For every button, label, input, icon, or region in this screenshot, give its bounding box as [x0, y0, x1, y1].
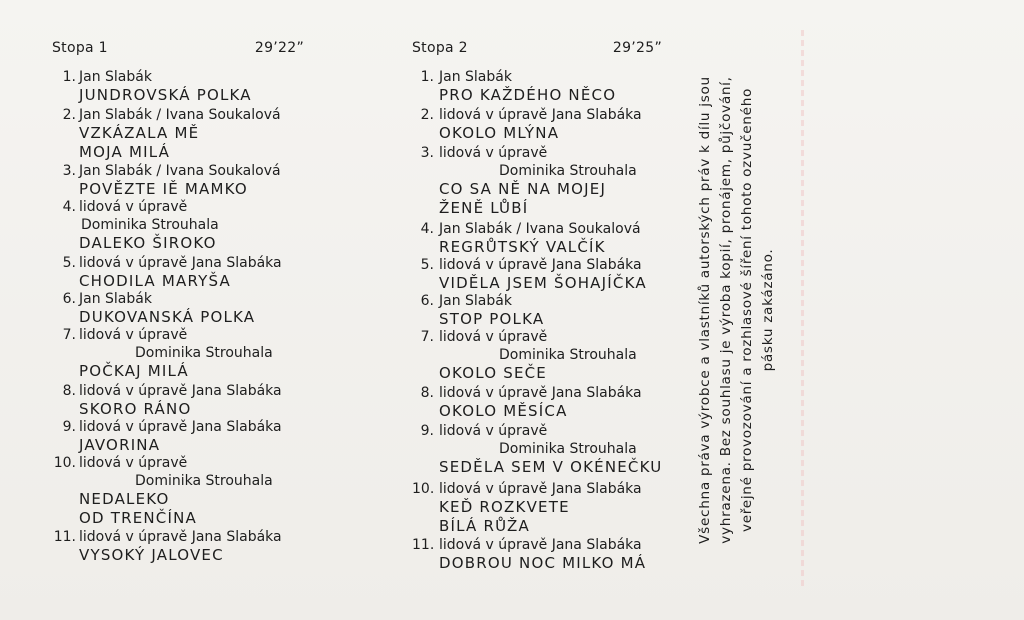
track-number: 5. [62, 255, 76, 271]
track-title: VYSOKÝ JALOVEC [79, 546, 224, 564]
track-credit: lidová v úpravě [79, 199, 188, 215]
track-credit: lidová v úpravě [79, 327, 188, 343]
track-title: SKORO RÁNO [79, 400, 192, 418]
track-credit: lidová v úpravě [439, 423, 548, 439]
track-number: 5. [420, 257, 434, 273]
track-title: JUNDROVSKÁ POLKA [79, 86, 252, 104]
track-title: REGRŮTSKÝ VALČÍK [439, 238, 606, 256]
track-credit: lidová v úpravě Jana Slabáka [79, 529, 282, 545]
track-credit: lidová v úpravě Jana Slabáka [439, 481, 642, 497]
copyright-notice [695, 50, 785, 570]
track-title: VIDĚLA JSEM ŠOHAJÍČKA [439, 274, 647, 292]
track-number: 2. [420, 107, 434, 123]
track-title: POVĚZTE IĚ MAMKO [79, 180, 248, 198]
track-credit: lidová v úpravě Jana Slabáka [439, 385, 642, 401]
track-title-cont: MOJA MILÁ [79, 143, 171, 161]
side-a-header [52, 36, 304, 60]
track-number: 9. [420, 423, 434, 439]
track-credit: Jan Slabák [439, 293, 512, 309]
track-title: DALEKO ŠIROKO [79, 234, 217, 252]
track-credit: lidová v úpravě Jana Slabáka [79, 419, 282, 435]
notice-line: vyhrazena. Bez souhlasu je výroba kopií, pronájem, půjčování, [718, 76, 734, 544]
track-number: 4. [62, 199, 76, 215]
track-credit: lidová v úpravě [439, 145, 548, 161]
track-title: OKOLO MLÝNA [439, 124, 560, 142]
track-title: VZKÁZALA MĚ [79, 124, 200, 142]
track-number: 4. [420, 221, 434, 237]
track-number: 8. [62, 383, 76, 399]
side-a-duration: 29’22” [254, 40, 304, 56]
track-title: STOP POLKA [439, 310, 545, 328]
track-credit: Jan Slabák [79, 69, 152, 85]
track-title: DOBROU NOC MILKO MÁ [439, 554, 647, 572]
track-number: 1. [420, 69, 434, 85]
fold-line [801, 30, 804, 590]
track-title: CO SA NĚ NA MOJEJ [439, 180, 607, 198]
track-credit: lidová v úpravě Jana Slabáka [439, 537, 642, 553]
track-title: CHODILA MARYŠA [79, 272, 231, 290]
track-credit-cont: Dominika Strouhala [135, 473, 273, 489]
track-number: 3. [420, 145, 434, 161]
track-number: 1. [62, 69, 76, 85]
side-b-label: Stopa 2 [412, 40, 468, 56]
track-title: NEDALEKO [79, 490, 170, 508]
notice-line: pásku zakázáno. [760, 248, 776, 372]
track-title-cont: OD TRENČÍNA [79, 509, 197, 527]
track-title-cont: BÍLÁ RŮŽA [439, 517, 530, 535]
track-title-cont: ŽENĚ LŮBÍ [439, 199, 529, 217]
track-credit: Jan Slabák / Ivana Soukalová [79, 107, 281, 123]
track-title: JAVORINA [79, 436, 161, 454]
track-credit: lidová v úpravě Jana Slabáka [439, 107, 642, 123]
track-number: 11. [412, 537, 435, 553]
track-credit: lidová v úpravě Jana Slabáka [79, 383, 282, 399]
track-credit: Jan Slabák [439, 69, 512, 85]
track-number: 10. [53, 455, 76, 471]
track-number: 8. [420, 385, 434, 401]
side-a-label: Stopa 1 [52, 40, 108, 56]
track-title: OKOLO SEČE [439, 364, 547, 382]
track-title: OKOLO MĚSÍCA [439, 402, 568, 420]
track-credit: lidová v úpravě [79, 455, 188, 471]
notice-line: veřejné provozování a rozhlasové šíření tohoto ozvučeného [739, 87, 755, 533]
track-number: 7. [420, 329, 434, 345]
side-a-tracklist [52, 36, 342, 564]
track-credit: Jan Slabák / Ivana Soukalová [79, 163, 281, 179]
track-number: 10. [412, 481, 435, 497]
track-credit-cont: Dominika Strouhala [499, 347, 637, 363]
track-credit-cont: Dominika Strouhala [499, 441, 637, 457]
track-number: 3. [62, 163, 76, 179]
track-credit: Jan Slabák / Ivana Soukalová [439, 221, 641, 237]
track-title: DUKOVANSKÁ POLKA [79, 308, 256, 326]
notice-line: Všechna práva výrobce a vlastníků autorských práv k dílu jsou [697, 76, 713, 544]
side-b-duration: 29’25” [612, 40, 662, 56]
track-title: POČKAJ MILÁ [79, 362, 189, 380]
track-credit: lidová v úpravě Jana Slabáka [79, 255, 282, 271]
track-credit-cont: Dominika Strouhala [81, 217, 219, 233]
track-credit-cont: Dominika Strouhala [499, 163, 637, 179]
track-number: 6. [62, 291, 76, 307]
track-number: 7. [62, 327, 76, 343]
track-title: KEĎ ROZKVETE [439, 498, 570, 516]
track-number: 6. [420, 293, 434, 309]
track-number: 11. [53, 529, 76, 545]
side-b-tracklist [412, 36, 672, 572]
track-title: PRO KAŽDÉHO NĚCO [439, 86, 617, 104]
track-credit: Jan Slabák [79, 291, 152, 307]
track-credit: lidová v úpravě [439, 329, 548, 345]
track-number: 9. [62, 419, 76, 435]
track-credit: lidová v úpravě Jana Slabáka [439, 257, 642, 273]
track-title: SEDĚLA SEM V OKÉNEČKU [439, 458, 663, 476]
track-credit-cont: Dominika Strouhala [135, 345, 273, 361]
track-number: 2. [62, 107, 76, 123]
side-b-header [412, 36, 662, 60]
